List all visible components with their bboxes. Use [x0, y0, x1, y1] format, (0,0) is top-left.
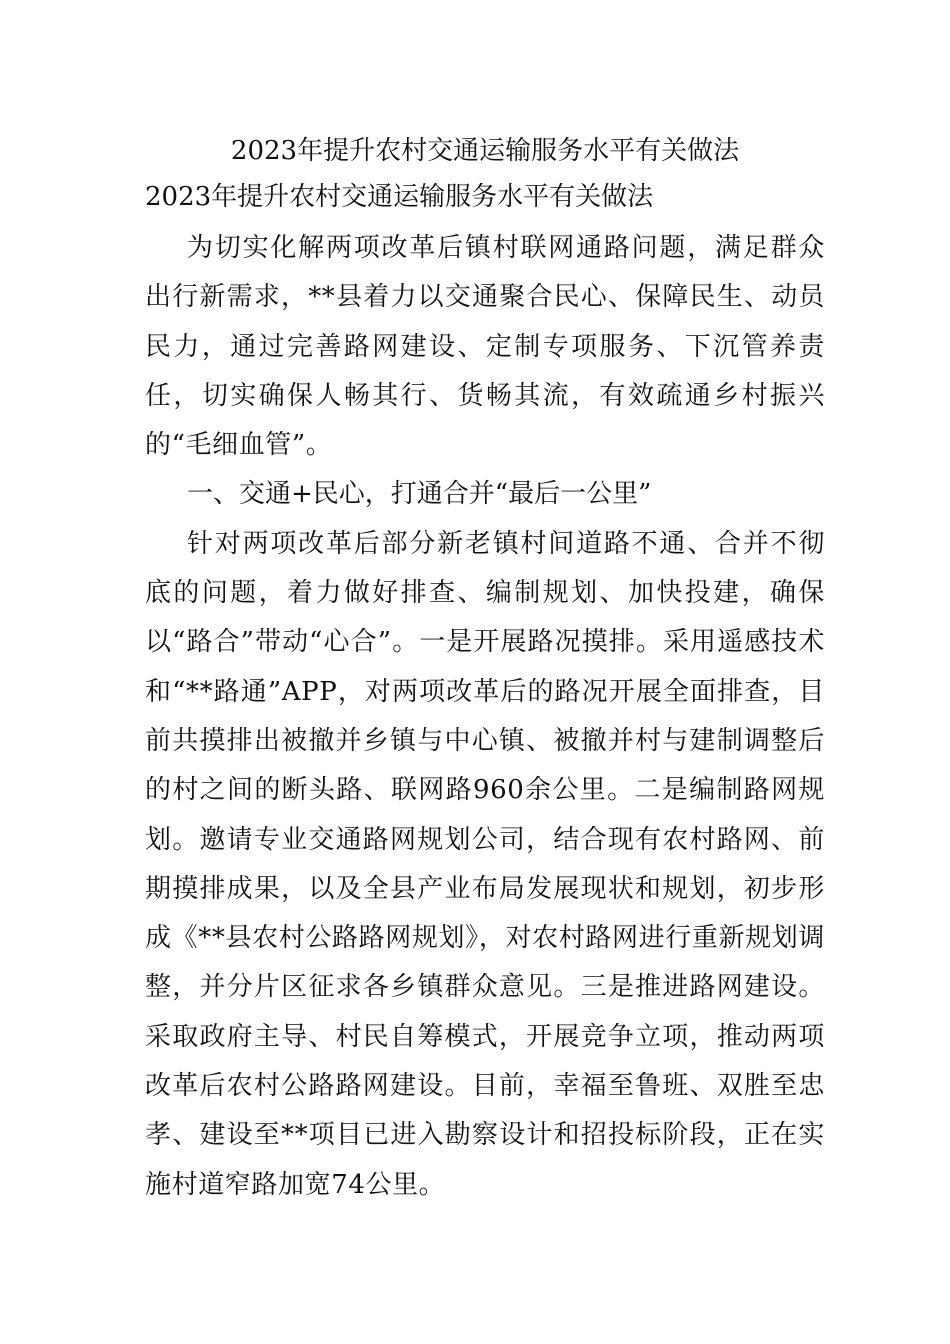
intro-paragraph: 为切实化解两项改革后镇村联网通路问题，满足群众出行新需求，**县着力以交通聚合民心、保障民生、动员民力，通过完善路网建设、定制专项服务、下沉管养责任，切实确保人畅其行、货畅其流，有效疏通乡村振兴的“毛细血管”。: [145, 233, 825, 461]
document-title-left: 2023年提升农村交通运输服务水平有关做法: [145, 182, 654, 212]
section-1-paragraph: 针对两项改革后部分新老镇村间道路不通、合并不彻底的问题，着力做好排查、编制规划、加快投建，确保以“路合”带动“心合”。一是开展路况摸排。采用遥感技术和“**路通”APP，对两项改革后的路况开展全面排查，目前共摸排出被撤并乡镇与中心镇、被撤并村与建制调整后的村之间的断头路、联网路960余公里。二是编制路网规划。邀请专业交通路网规划公司，结合现有农村路网、前期摸排成果，以及全县产业布局发展现状和规划，初步形成《**县农村公路路网规划》，对农村路网进行重新规划调整，并分片区征求各乡镇群众意见。三是推进路网建设。采取政府主导、村民自筹模式，开展竞争立项，推动两项改革后农村公路路网建设。目前，幸福至鲁班、双胜至忠孝、建设至**项目已进入勘察设计和招投标阶段，正在实施村道窄路加宽74公里。: [145, 528, 825, 1200]
document-title-centered: 2023年提升农村交通运输服务水平有关做法: [230, 136, 740, 166]
document-body: [145, 128, 825, 1210]
section-1-heading: 一、交通+民心，打通合并“最后一公里”: [187, 479, 652, 510]
